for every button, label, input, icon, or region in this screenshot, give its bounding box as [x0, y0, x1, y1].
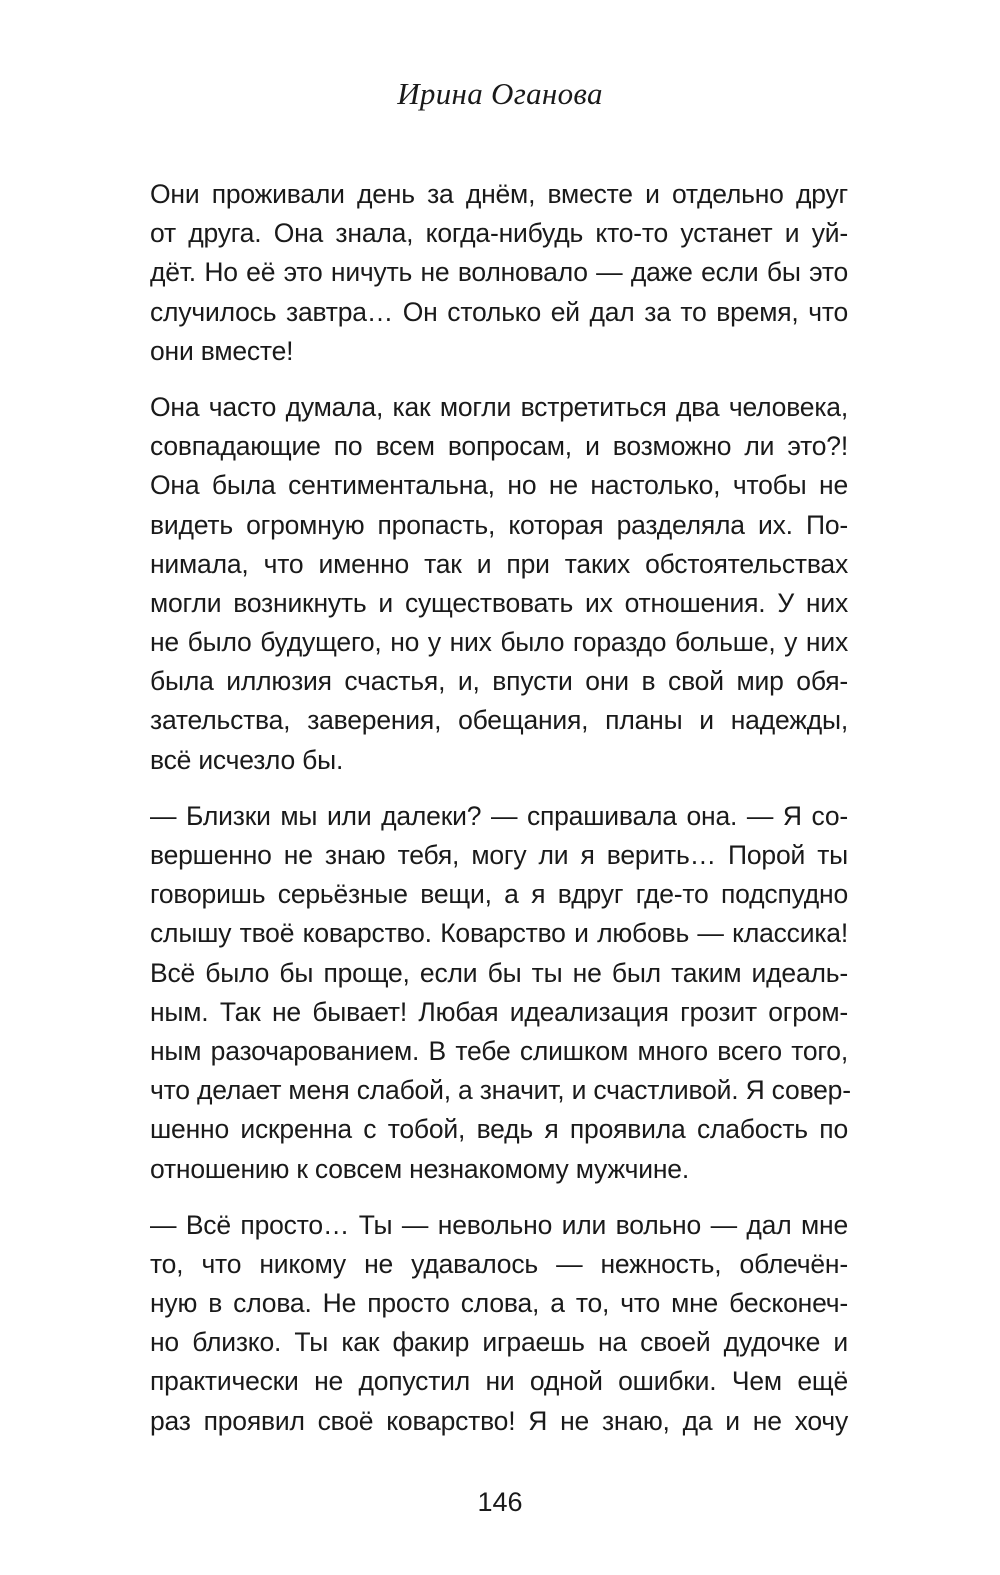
text-line: они вместе! [150, 335, 294, 366]
text-line: зательства, заверения, обещания, планы и надежды, [150, 705, 848, 736]
running-head-author: Ирина Оганова [397, 76, 603, 111]
text-line: Она была сентиментальна, но не настолько, чтобы не [150, 470, 848, 501]
text-line: — Всё просто… Ты — невольно или вольно — дал мне [150, 1209, 848, 1240]
text-line: Она часто думала, как могли встретиться два человека, [150, 391, 848, 422]
text-line: практически не допустил ни одной ошибки. Чем ещё [150, 1366, 848, 1397]
paragraph-4 [150, 1206, 848, 1441]
text-line: видеть огромную пропасть, которая разделяла их. По- [150, 509, 848, 540]
text-line: от друга. Она знала, когда-нибудь кто-то устанет и уй- [150, 218, 848, 249]
text-line: говоришь серьёзные вещи, а я вдруг где-то подспудно [150, 879, 848, 910]
text-line: ную в слова. Не просто слова, а то, что мне бесконеч- [150, 1288, 848, 1319]
paragraph-3 [150, 797, 851, 1189]
text-line: что делает меня слабой, а значит, и счастливой. Я совер- [150, 1075, 851, 1106]
text-line: не было будущего, но у них было гораздо больше, у них [150, 627, 848, 658]
text-line: Всё было бы проще, если бы ты не был таким идеаль- [150, 957, 848, 988]
text-line: раз проявил своё коварство! Я не знаю, да и не хочу [150, 1405, 848, 1436]
text-line: совпадающие по всем вопросам, и возможно ли это?! [150, 431, 848, 462]
text-line: слышу твоё коварство. Коварство и любовь — классика! [150, 918, 848, 949]
text-line: случилось завтра… Он столько ей дал за то время, что [150, 296, 848, 327]
body-text [150, 175, 851, 1458]
text-line: могли возникнуть и существовать их отношения. У них [150, 587, 848, 618]
text-line: нимала, что именно так и при таких обстоятельствах [150, 548, 848, 579]
text-line: ным. Так не бывает! Любая идеализация грозит огром- [150, 996, 848, 1027]
paragraph-1 [150, 175, 848, 371]
text-line: дёт. Но её это ничуть не волновало — даже если бы это [150, 257, 848, 288]
text-line: шенно искренна с тобой, ведь я проявила слабость по [150, 1114, 848, 1145]
text-line: отношению к совсем незнакомому мужчине. [150, 1153, 689, 1184]
text-line: всё исчезло бы. [150, 744, 344, 775]
text-line: но близко. Ты как факир играешь на своей дудочке и [150, 1327, 848, 1358]
text-line: ным разочарованием. В тебе слишком много всего того, [150, 1035, 848, 1066]
text-line: Они проживали день за днём, вместе и отдельно друг [150, 179, 848, 209]
text-line: была иллюзия счастья, и, впусти они в свой мир обя- [150, 666, 848, 697]
text-line: вершенно не знаю тебя, могу ли я верить… Порой ты [150, 840, 848, 870]
text-line: то, что никому не удавалось — нежность, облечён- [150, 1248, 848, 1279]
paragraph-2 [150, 388, 848, 780]
text-line: — Близки мы или далеки? — спрашивала она. — Я со- [150, 800, 848, 831]
page-number: 146 [477, 1487, 523, 1517]
